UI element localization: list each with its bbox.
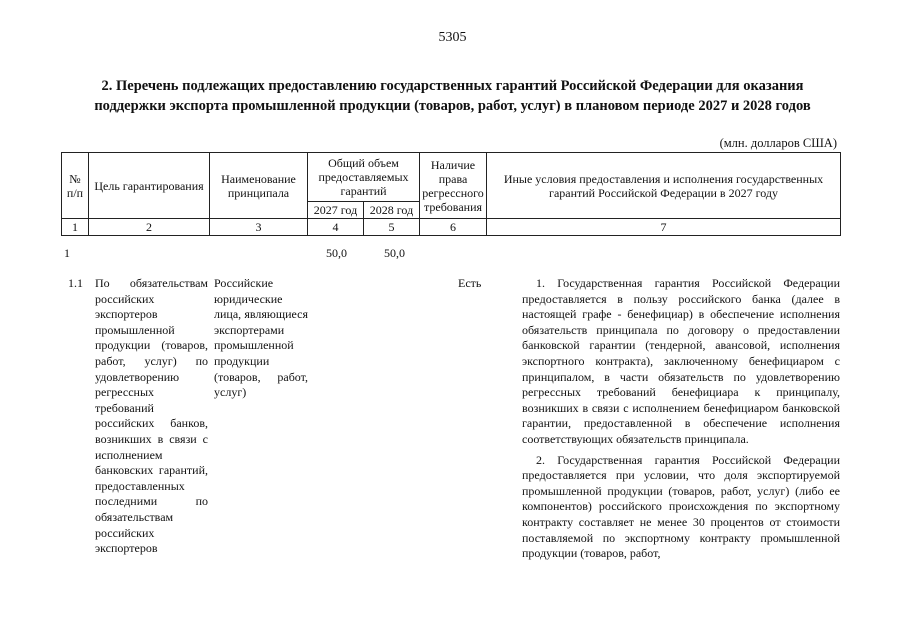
total-row-number: 1 (64, 246, 70, 260)
condition-paragraph-2: 2. Государственная гарантия Российской Федерации предоставляется при условии, что доля экспортируемой промышленной продукции (товаров, работ, услуг) (либо ее компонентов) российского происхождения по экспортному контракту составляет не менее 30 процентов от стоимости поставляемой по экспортному контракту промышленной продукции (товаров, работ, (522, 452, 840, 561)
section-title (55, 76, 850, 116)
col-number-cell: 7 (487, 219, 841, 236)
col-number-cell: 5 (364, 219, 420, 236)
header-col-conditions: Иные условия предоставления и исполнения государственных гарантий Российской Федерации в 2027 году (487, 153, 841, 219)
column-number-row (62, 219, 841, 236)
header-col-total-volume: Общий объем предоставляемых гарантий (308, 153, 420, 202)
col-number-cell: 6 (420, 219, 487, 236)
row-1-1-goal (95, 276, 208, 557)
col-number-cell: 1 (62, 219, 89, 236)
col-number-cell: 2 (89, 219, 210, 236)
header-table (61, 152, 841, 236)
page-number: 5305 (438, 30, 467, 45)
row-1-1-number: 1.1 (68, 276, 83, 290)
header-col-2028: 2028 год (364, 202, 420, 219)
row-1-1-conditions (522, 276, 840, 567)
total-row-2027: 50,0 (326, 246, 347, 260)
col-number-cell: 3 (210, 219, 308, 236)
header-col-number: № п/п (62, 153, 89, 219)
header-col-2027: 2027 год (308, 202, 364, 219)
header-col-goal: Цель гарантирования (89, 153, 210, 219)
title-line-1: 2. Перечень подлежащих предоставлению государственных гарантий Российской Федерации для оказания (101, 78, 804, 94)
col-number-cell: 4 (308, 219, 364, 236)
header-col-regress: Наличие права регрессного требования (420, 153, 487, 219)
row-1-1-principal (214, 276, 308, 401)
principal-text: Российские юридические лица, являющиеся экспортерами промышленной продукции (товаров, работ, услуг) (214, 276, 308, 400)
condition-paragraph-1: 1. Государственная гарантия Российской Федерации предоставляется в пользу российского банка (далее в настоящей графе - бенефициар) в обеспечение исполнения обязательств принципала по договору о предоставлении банковской гарантии (тендерной, авансовой, исполнения экспортного контракта), заключенному бенефициаром с принципалом, в части обязательств по удовлетворению регрессных требований бенефициара к принципалу, возникших в связи с исполнением бенефициаром банковской гарантии, предоставленной в обеспечение исполнения соответствующих обязательств принципала. (522, 276, 840, 446)
goal-text: По обязательствам российских экспортеров промышленной продукции (товаров, работ, услуг) по удовлетворению регрессных требований российских банков, возникших в связи с исполнением банковских гарантий, предоставленных последними по обязательствам российских экспортеров (95, 276, 208, 556)
row-1-1-regress: Есть (458, 276, 482, 290)
header-col-principal: Наименование принципала (210, 153, 308, 219)
total-row-2028: 50,0 (384, 246, 405, 260)
title-line-2: поддержки экспорта промышленной продукции (товаров, работ, услуг) в плановом периоде 2027 и 2028 годов (94, 98, 811, 114)
units-note: (млн. долларов США) (719, 136, 837, 150)
